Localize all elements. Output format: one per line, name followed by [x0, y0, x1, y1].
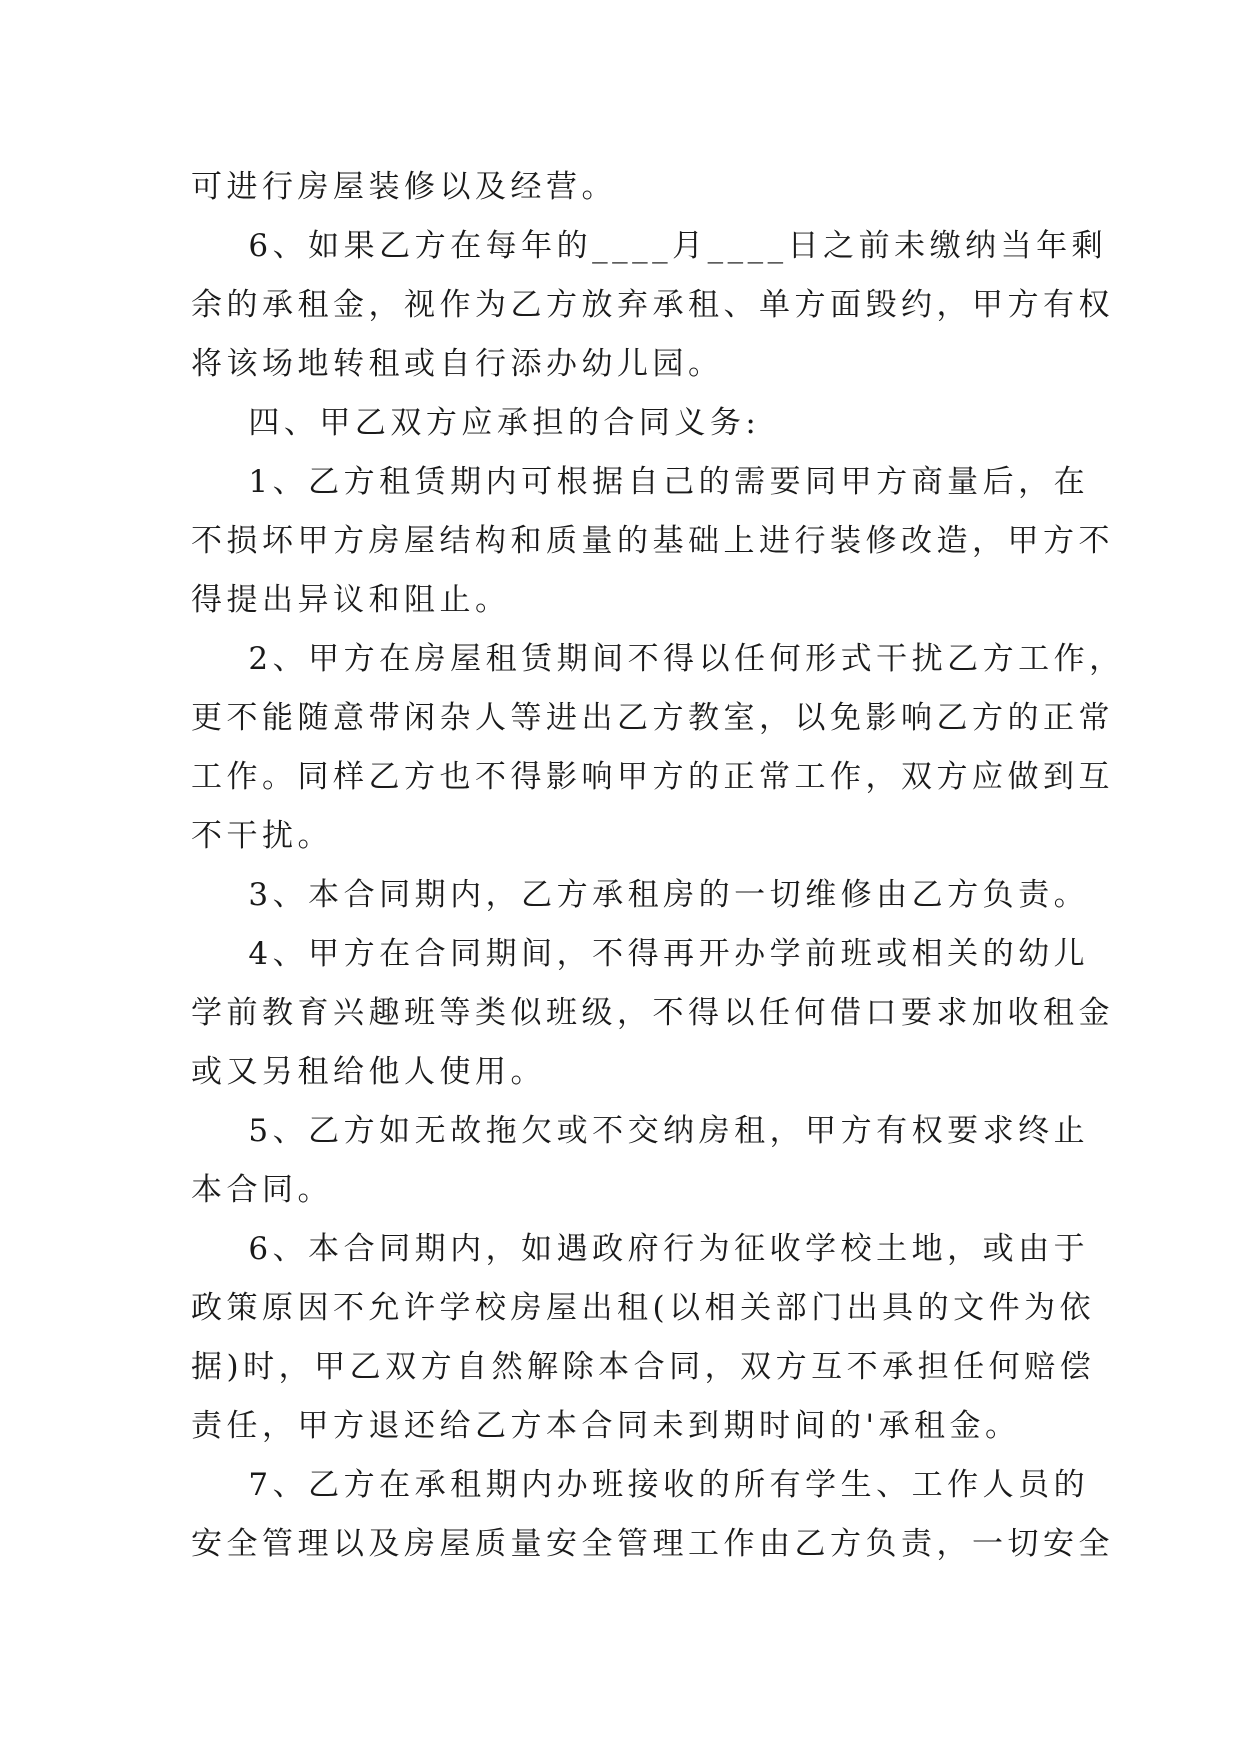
- text-line: 可进行房屋装修以及经营。: [191, 169, 617, 205]
- text-line: 政策原因不允许学校房屋出租(以相关部门出具的文件为依: [191, 1290, 1096, 1326]
- text-line: 6、如果乙方在每年的____月____日之前未缴纳当年剩: [191, 228, 1108, 264]
- text-line: 本合同。: [191, 1172, 333, 1208]
- text-line: 学前教育兴趣班等类似班级，不得以任何借口要求加收租金: [191, 995, 1114, 1031]
- text-line: 将该场地转租或自行添办幼儿园。: [191, 346, 724, 382]
- text-line: 6、本合同期内，如遇政府行为征收学校土地，或由于: [191, 1231, 1090, 1267]
- text-line: 安全管理以及房屋质量安全管理工作由乙方负责，一切安全: [191, 1526, 1114, 1562]
- text-line: 或又另租给他人使用。: [191, 1054, 546, 1090]
- text-line: 据)时，甲乙双方自然解除本合同，双方互不承担任何赔偿: [191, 1349, 1096, 1385]
- text-line: 更不能随意带闲杂人等进出乙方教室，以免影响乙方的正常: [191, 700, 1114, 736]
- text-line: 得提出异议和阻止。: [191, 582, 511, 618]
- text-line: 四、甲乙双方应承担的合同义务:: [191, 405, 761, 441]
- text-line: 余的承租金，视作为乙方放弃承租、单方面毁约，甲方有权: [191, 287, 1114, 323]
- contract-text: [191, 158, 1125, 1574]
- text-line: 工作。同样乙方也不得影响甲方的正常工作，双方应做到互: [191, 759, 1114, 795]
- text-line: 2、甲方在房屋租赁期间不得以任何形式干扰乙方工作，: [191, 641, 1125, 677]
- text-line: 7、乙方在承租期内办班接收的所有学生、工作人员的: [191, 1467, 1090, 1503]
- text-line: 责任，甲方退还给乙方本合同未到期时间的'承租金。: [191, 1408, 1021, 1444]
- text-line: 5、乙方如无故拖欠或不交纳房租，甲方有权要求终止: [191, 1113, 1090, 1149]
- text-line: 4、甲方在合同期间，不得再开办学前班或相关的幼儿: [191, 936, 1090, 972]
- text-line: 不损坏甲方房屋结构和质量的基础上进行装修改造，甲方不: [191, 523, 1114, 559]
- text-line: 3、本合同期内，乙方承租房的一切维修由乙方负责。: [191, 877, 1090, 913]
- text-line: 不干扰。: [191, 818, 333, 854]
- text-line: 1、乙方租赁期内可根据自己的需要同甲方商量后，在: [191, 464, 1090, 500]
